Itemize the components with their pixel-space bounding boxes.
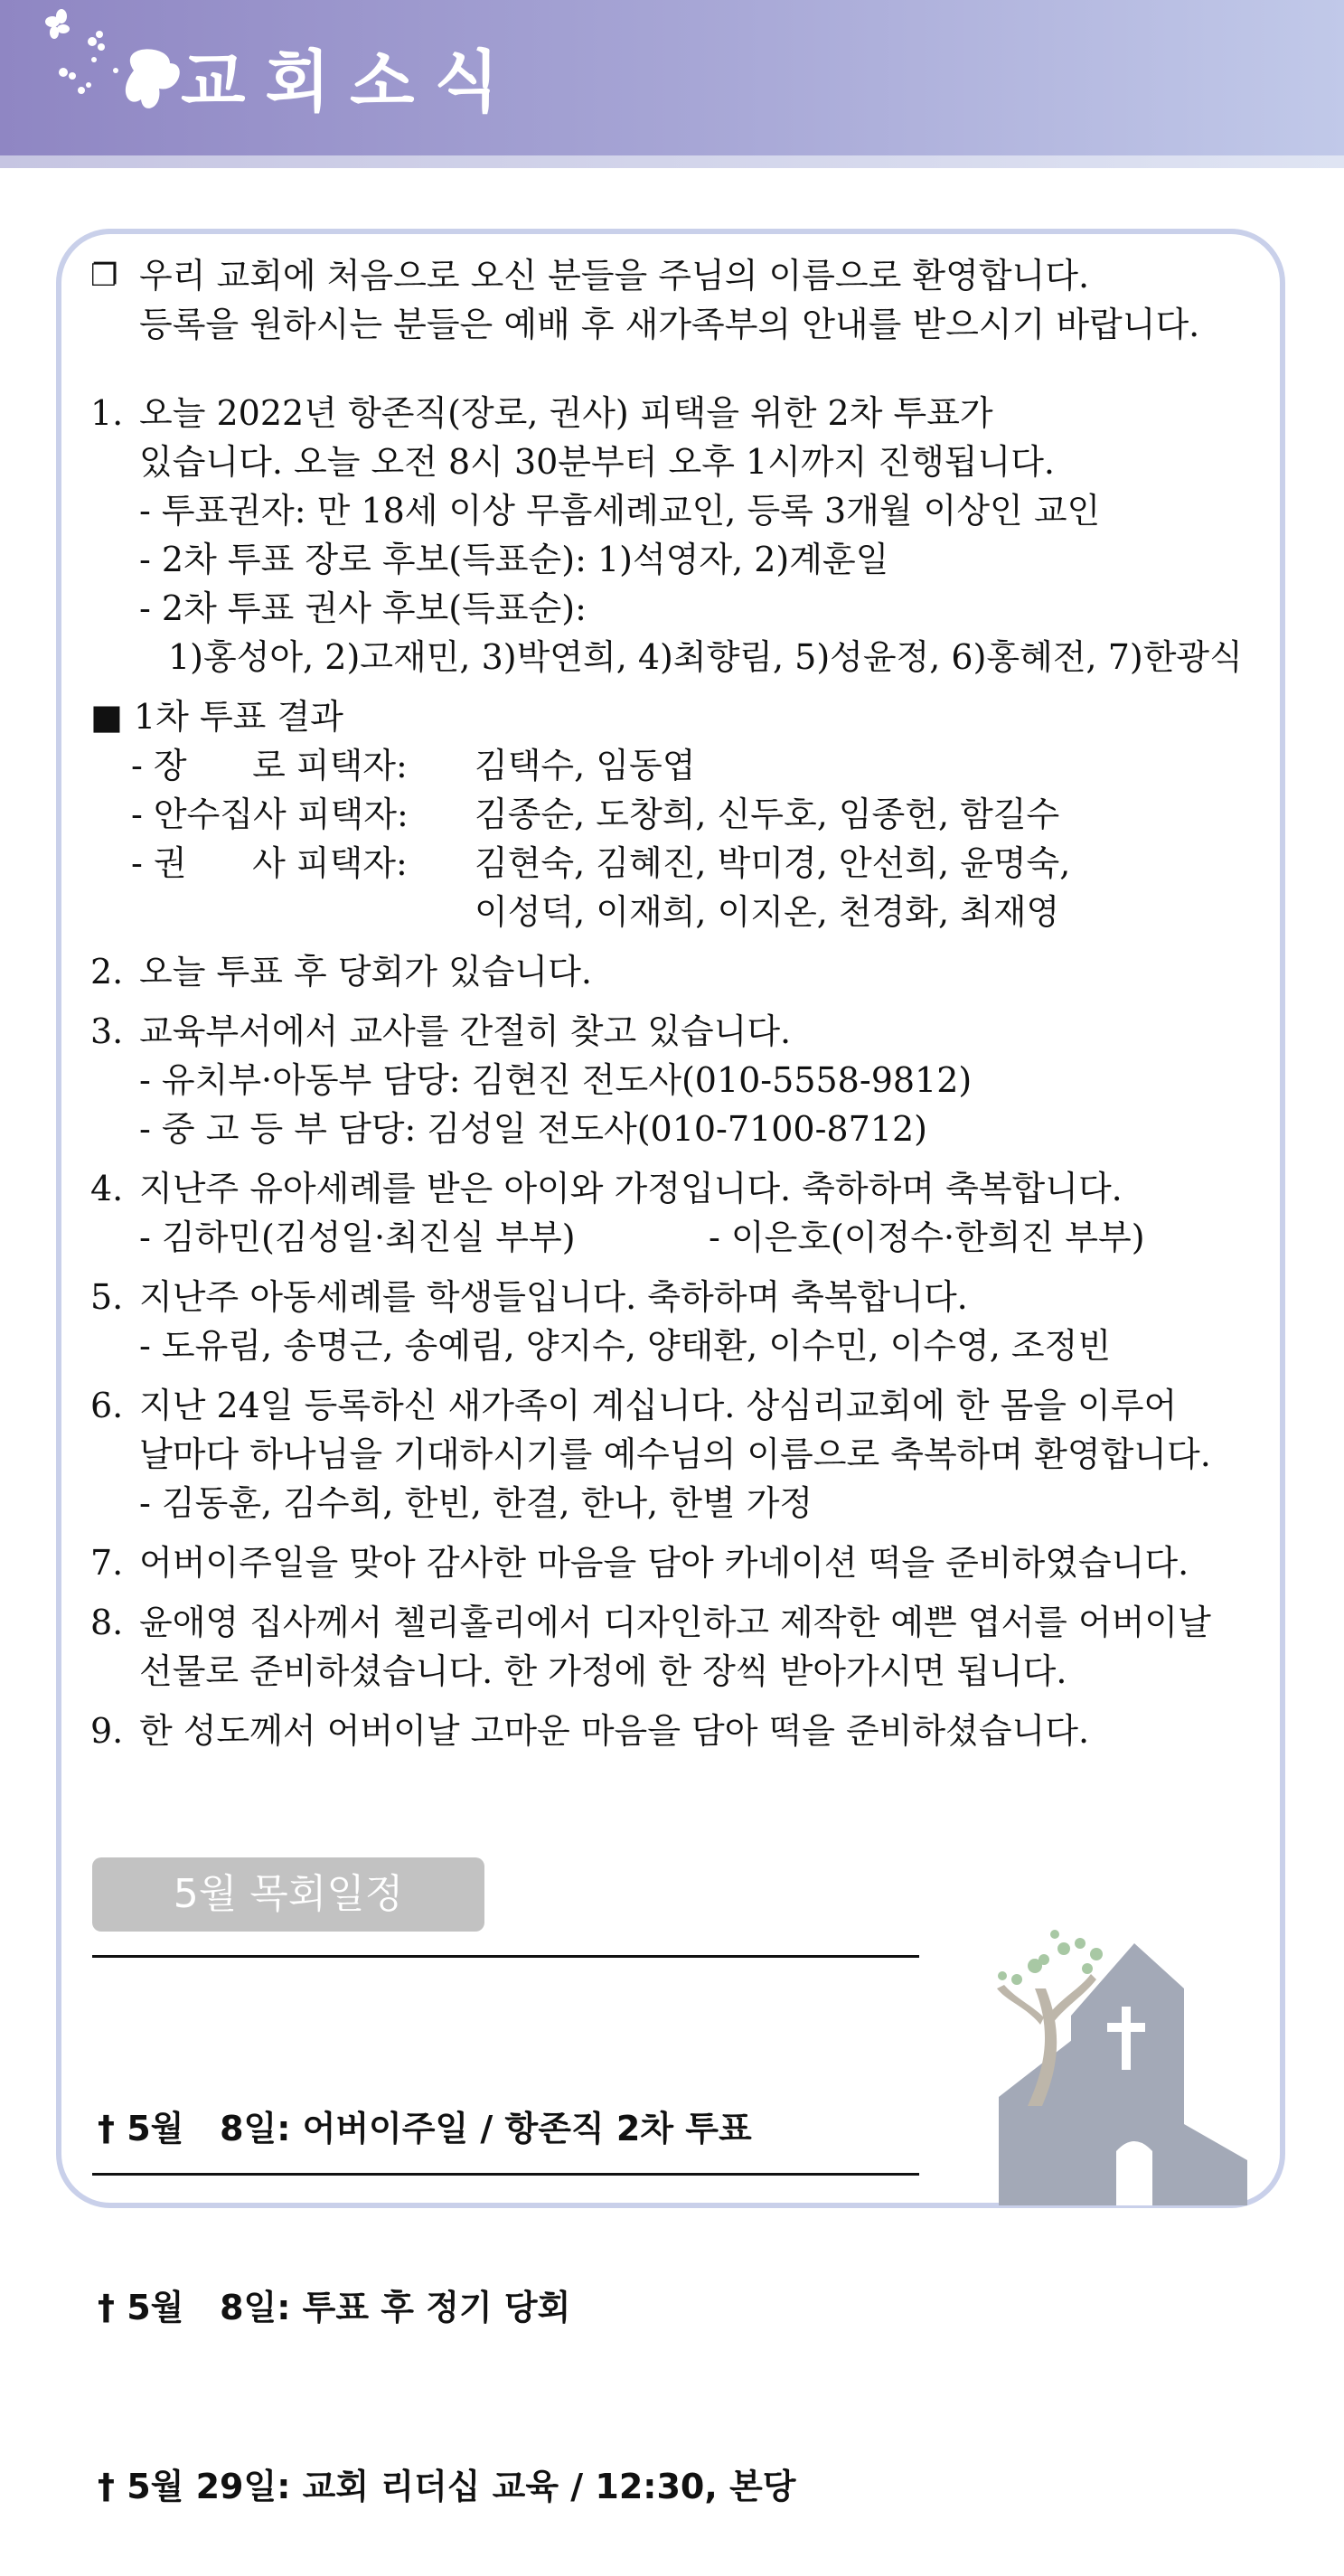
item-subline: - 유치부·아동부 담당: 김현진 전도사(010-5558-9812) [139,1060,973,1100]
schedule-item: † 5월 8일: 투표 후 정기 당회 [98,2288,571,2327]
checkbox-bullet-icon: ❐ [90,258,118,294]
schedule-top-rule [92,1955,919,1958]
item-number: 2. [90,952,124,992]
item-text: 오늘 투표 후 당회가 있습니다. [139,952,592,992]
item-number: 3. [90,1011,124,1051]
item-number: 7. [90,1543,124,1583]
news-item-6 [90,1381,1265,1528]
item-number: 6. [90,1386,124,1425]
item-text: 윤애영 집사께서 첼리홀리에서 디자인하고 제작한 예쁜 엽서를 어버이날 [139,1603,1211,1642]
item-subline: - 2차 투표 권사 후보(득표순): [139,588,587,628]
news-item-8 [90,1598,1265,1696]
church-tree-icon [981,1916,1270,2214]
page-title: 교회소식 [181,43,519,121]
results-heading: ■ 1차 투표 결과 [90,697,343,737]
news-item-5 [90,1273,1265,1370]
item-subline: - 도유림, 송명근, 송예림, 양지수, 양태환, 이수민, 이수영, 조정빈 [139,1326,1112,1366]
schedule-title: 5월 목회일정 [92,1857,484,1932]
deacon-names: 김종순, 도창희, 신두호, 임종헌, 함길수 [475,794,1060,834]
item-text: 날마다 하나님을 기대하시기를 예수님의 이름으로 축복하며 환영합니다. [139,1434,1211,1474]
news-item-7 [90,1538,1265,1587]
news-item-9 [90,1706,1265,1755]
kwonsa-names: 김현숙, 김혜진, 박미경, 안선희, 윤명숙, [475,843,1071,883]
schedule-item: † 5월 8일: 어버이주일 / 항존직 2차 투표 [98,2109,752,2148]
item-subline: - 이은호(이정수·한희진 부부) [709,1217,1145,1257]
item-subline: - 김하민(김성일·최진실 부부) [139,1217,576,1257]
kwonsa-label: - 권 사 피택자: [131,843,408,883]
item-number: 1. [90,393,124,433]
item-text: 지난주 아동세례를 학생들입니다. 축하하며 축복합니다. [139,1277,968,1317]
welcome-line: 우리 교회에 처음으로 오신 분들을 주님의 이름으로 환영합니다. [139,256,1090,296]
item-text: 지난 24일 등록하신 새가족이 계십니다. 상심리교회에 한 몸을 이루어 [139,1386,1178,1425]
butterfly-flower-icon [34,7,188,125]
vote-results [90,692,1265,936]
item-text: 있습니다. 오늘 오전 8시 30분부터 오후 1시까지 진행됩니다. [139,442,1055,482]
schedule-bottom-rule [92,2173,919,2176]
schedule-item: † 5월 29일: 교회 리더십 교육 / 12:30, 본당 [98,2467,796,2506]
item-text: 오늘 2022년 항존직(장로, 권사) 피택을 위한 2차 투표가 [139,393,993,433]
news-item-3 [90,1007,1265,1153]
news-item-4 [90,1164,1265,1262]
kwonsa-names: 이성덕, 이재희, 이지온, 천경화, 최재영 [475,892,1060,932]
welcome-notice [90,251,1265,349]
schedule-list [98,1979,911,2576]
elder-names: 김택수, 임동엽 [475,746,696,785]
header-divider [0,155,1344,168]
news-item-1 [90,389,1265,682]
welcome-line: 등록을 원하시는 분들은 예배 후 새가족부의 안내를 받으시기 바랍니다. [139,305,1200,344]
item-number: 5. [90,1277,124,1317]
deacon-label: - 안수집사 피택자: [131,794,409,834]
item-subline: - 김동훈, 김수희, 한빈, 한결, 한나, 한별 가정 [139,1483,813,1523]
item-text: 지난주 유아세례를 받은 아이와 가정입니다. 축하하며 축복합니다. [139,1169,1123,1208]
item-text: 교육부서에서 교사를 간절히 찾고 있습니다. [139,1011,792,1051]
elder-label: - 장 로 피택자: [131,746,408,785]
item-text: 어버이주일을 맞아 감사한 마음을 담아 카네이션 떡을 준비하였습니다. [139,1543,1189,1583]
item-subline: 1)홍성아, 2)고재민, 3)박연희, 4)최향림, 5)성윤정, 6)홍혜전, 7)한광식 [168,637,1243,677]
item-text: 선물로 준비하셨습니다. 한 가정에 한 장씩 받아가시면 됩니다. [139,1651,1067,1691]
news-item-2 [90,947,1265,996]
item-subline: - 중 고 등 부 담당: 김성일 전도사(010-7100-8712) [139,1109,927,1149]
item-number: 9. [90,1711,124,1751]
item-number: 4. [90,1169,124,1208]
item-number: 8. [90,1603,124,1642]
item-text: 한 성도께서 어버이날 고마운 마음을 담아 떡을 준비하셨습니다. [139,1711,1090,1751]
item-subline: - 2차 투표 장로 후보(득표순): 1)석영자, 2)계훈일 [139,540,889,579]
item-subline: - 투표권자: 만 18세 이상 무흠세례교인, 등록 3개월 이상인 교인 [139,491,1101,531]
news-content [90,251,1265,1755]
